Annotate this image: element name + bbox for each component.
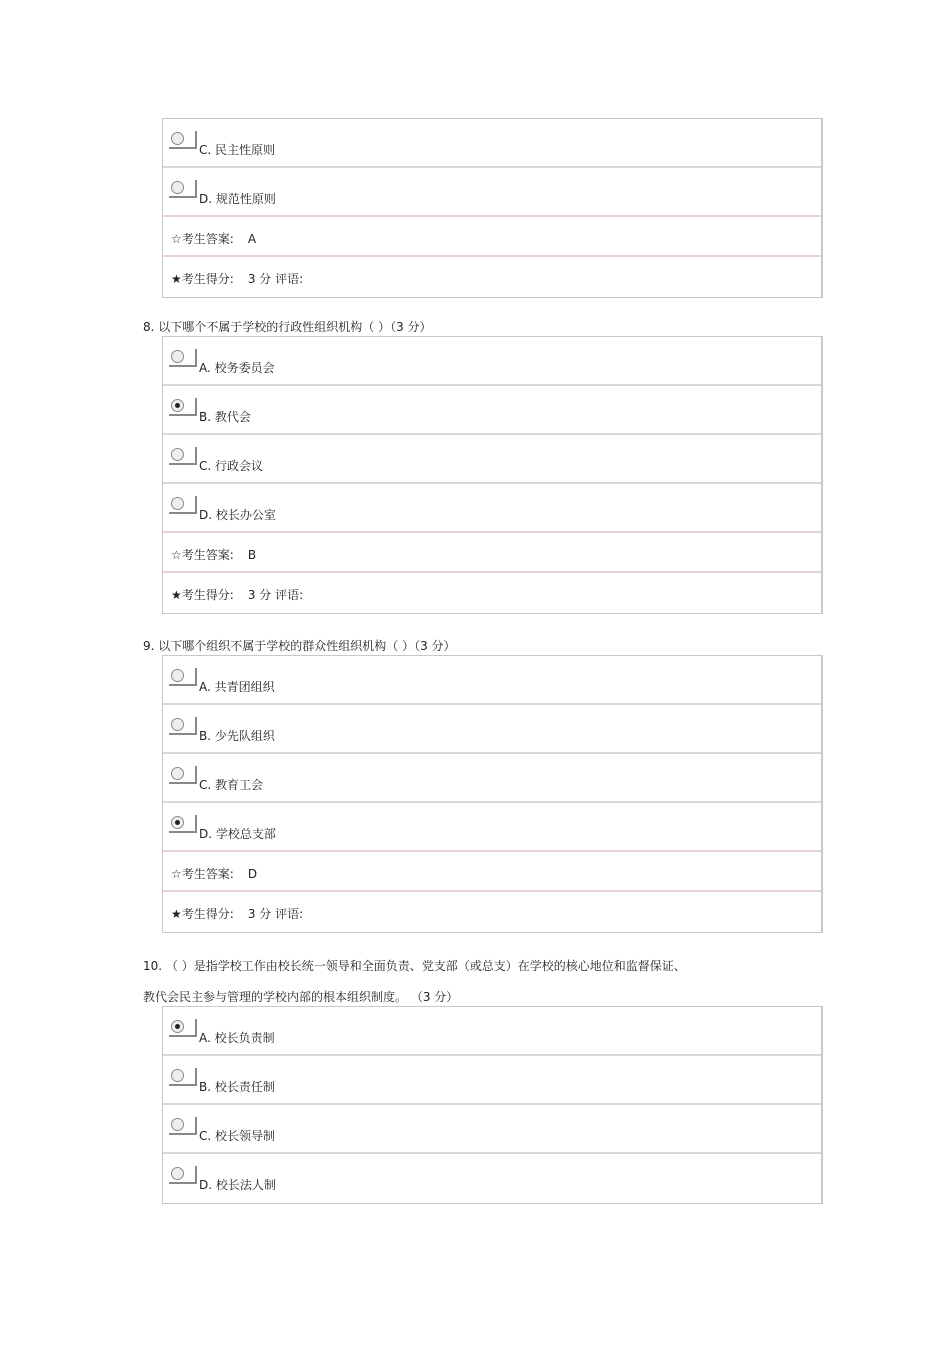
radio-button-selected[interactable] <box>169 815 197 833</box>
option-label: D. 校长办公室 <box>199 508 276 522</box>
option-label: C. 教育工会 <box>199 778 264 792</box>
option-row[interactable] <box>163 705 821 754</box>
answer-row <box>163 217 821 257</box>
question-8-block <box>162 336 823 614</box>
option-label: D. 学校总支部 <box>199 827 276 841</box>
radio-button[interactable] <box>169 131 197 149</box>
answer-value: B <box>247 548 257 562</box>
option-row[interactable] <box>163 1105 821 1154</box>
score-row <box>163 892 821 932</box>
option-row[interactable] <box>163 435 821 484</box>
option-row[interactable] <box>163 386 821 435</box>
option-row[interactable] <box>163 1056 821 1105</box>
question-10-block <box>162 1006 823 1204</box>
score-row <box>163 573 821 613</box>
radio-button[interactable] <box>169 180 197 198</box>
option-row[interactable] <box>163 1007 821 1056</box>
option-label: C. 民主性原则 <box>199 143 276 157</box>
score-value: 3 分 评语: <box>247 272 304 286</box>
score-value: 3 分 评语: <box>247 907 304 921</box>
radio-button[interactable] <box>169 1068 197 1086</box>
question-9-text: 9. 以下哪个组织不属于学校的群众性组织机构（ ）（3 分） <box>143 639 456 653</box>
radio-button[interactable] <box>169 349 197 367</box>
radio-button[interactable] <box>169 447 197 465</box>
radio-button[interactable] <box>169 1117 197 1135</box>
option-label: B. 少先队组织 <box>199 729 275 743</box>
question-10-text-line1: 10. （ ）是指学校工作由校长统一领导和全面负责、党支部（或总支）在学校的核心地位和监督保证、 <box>143 959 686 973</box>
option-row[interactable] <box>163 119 821 168</box>
option-label: A. 校长负责制 <box>199 1031 275 1045</box>
option-row[interactable] <box>163 754 821 803</box>
option-label: C. 行政会议 <box>199 459 264 473</box>
option-label: B. 校长责任制 <box>199 1080 275 1094</box>
option-label: C. 校长领导制 <box>199 1129 276 1143</box>
question-8-text: 8. 以下哪个不属于学校的行政性组织机构（ ）（3 分） <box>143 320 432 334</box>
score-row <box>163 257 821 297</box>
option-label: D. 校长法人制 <box>199 1178 276 1192</box>
option-label: B. 教代会 <box>199 410 251 424</box>
radio-button-selected[interactable] <box>169 398 197 416</box>
score-label: ★考生得分: <box>171 907 234 921</box>
option-row[interactable] <box>163 484 821 533</box>
option-row[interactable] <box>163 168 821 217</box>
question-9-block <box>162 655 823 933</box>
option-row[interactable] <box>163 803 821 852</box>
question-7-block <box>162 118 823 298</box>
answer-row <box>163 533 821 573</box>
score-label: ★考生得分: <box>171 272 234 286</box>
option-row[interactable] <box>163 1154 821 1203</box>
answer-row <box>163 852 821 892</box>
answer-label: ☆考生答案: <box>171 548 234 562</box>
answer-label: ☆考生答案: <box>171 867 234 881</box>
answer-value: D <box>247 867 258 881</box>
answer-value: A <box>247 232 257 246</box>
answer-label: ☆考生答案: <box>171 232 234 246</box>
option-row[interactable] <box>163 337 821 386</box>
score-label: ★考生得分: <box>171 588 234 602</box>
option-label: D. 规范性原则 <box>199 192 276 206</box>
radio-button[interactable] <box>169 766 197 784</box>
option-label: A. 校务委员会 <box>199 361 275 375</box>
question-10-text-line2: 教代会民主参与管理的学校内部的根本组织制度。 （3 分） <box>143 990 459 1004</box>
radio-button[interactable] <box>169 668 197 686</box>
radio-button[interactable] <box>169 1166 197 1184</box>
option-row[interactable] <box>163 656 821 705</box>
option-label: A. 共青团组织 <box>199 680 275 694</box>
score-value: 3 分 评语: <box>247 588 304 602</box>
radio-button-selected[interactable] <box>169 1019 197 1037</box>
radio-button[interactable] <box>169 717 197 735</box>
radio-button[interactable] <box>169 496 197 514</box>
